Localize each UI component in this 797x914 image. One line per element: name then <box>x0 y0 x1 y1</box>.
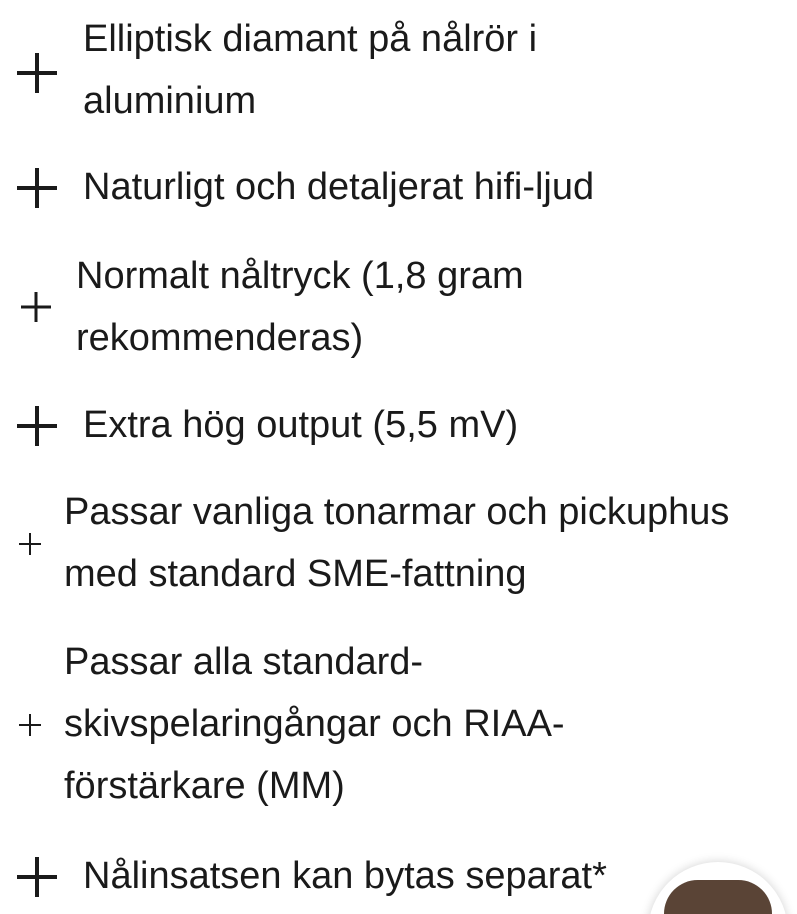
feature-text: Elliptisk diamant på nålrör i aluminium <box>83 18 538 122</box>
feature-text: Passar vanliga tonarmar och pickuphus med standard SME-fattning <box>64 491 730 595</box>
plus-icon <box>17 168 57 208</box>
feature-text: Nålinsatsen kan bytas separat* <box>83 855 607 897</box>
feature-text: Extra hög output (5,5 mV) <box>83 404 519 446</box>
plus-icon <box>17 406 57 446</box>
feature-text: Passar alla standard-skivspelaringångar och RIAA-förstärkare (MM) <box>64 641 565 807</box>
plus-icon <box>21 292 51 322</box>
plus-icon <box>19 714 41 736</box>
plus-icon <box>17 53 57 93</box>
support-avatar-hair <box>664 880 772 914</box>
feature-text: Naturligt och detaljerat hifi-ljud <box>83 166 595 208</box>
plus-icon <box>17 857 57 897</box>
plus-icon <box>19 533 41 555</box>
feature-text: Normalt nåltryck (1,8 gram rekommenderas) <box>76 255 524 359</box>
